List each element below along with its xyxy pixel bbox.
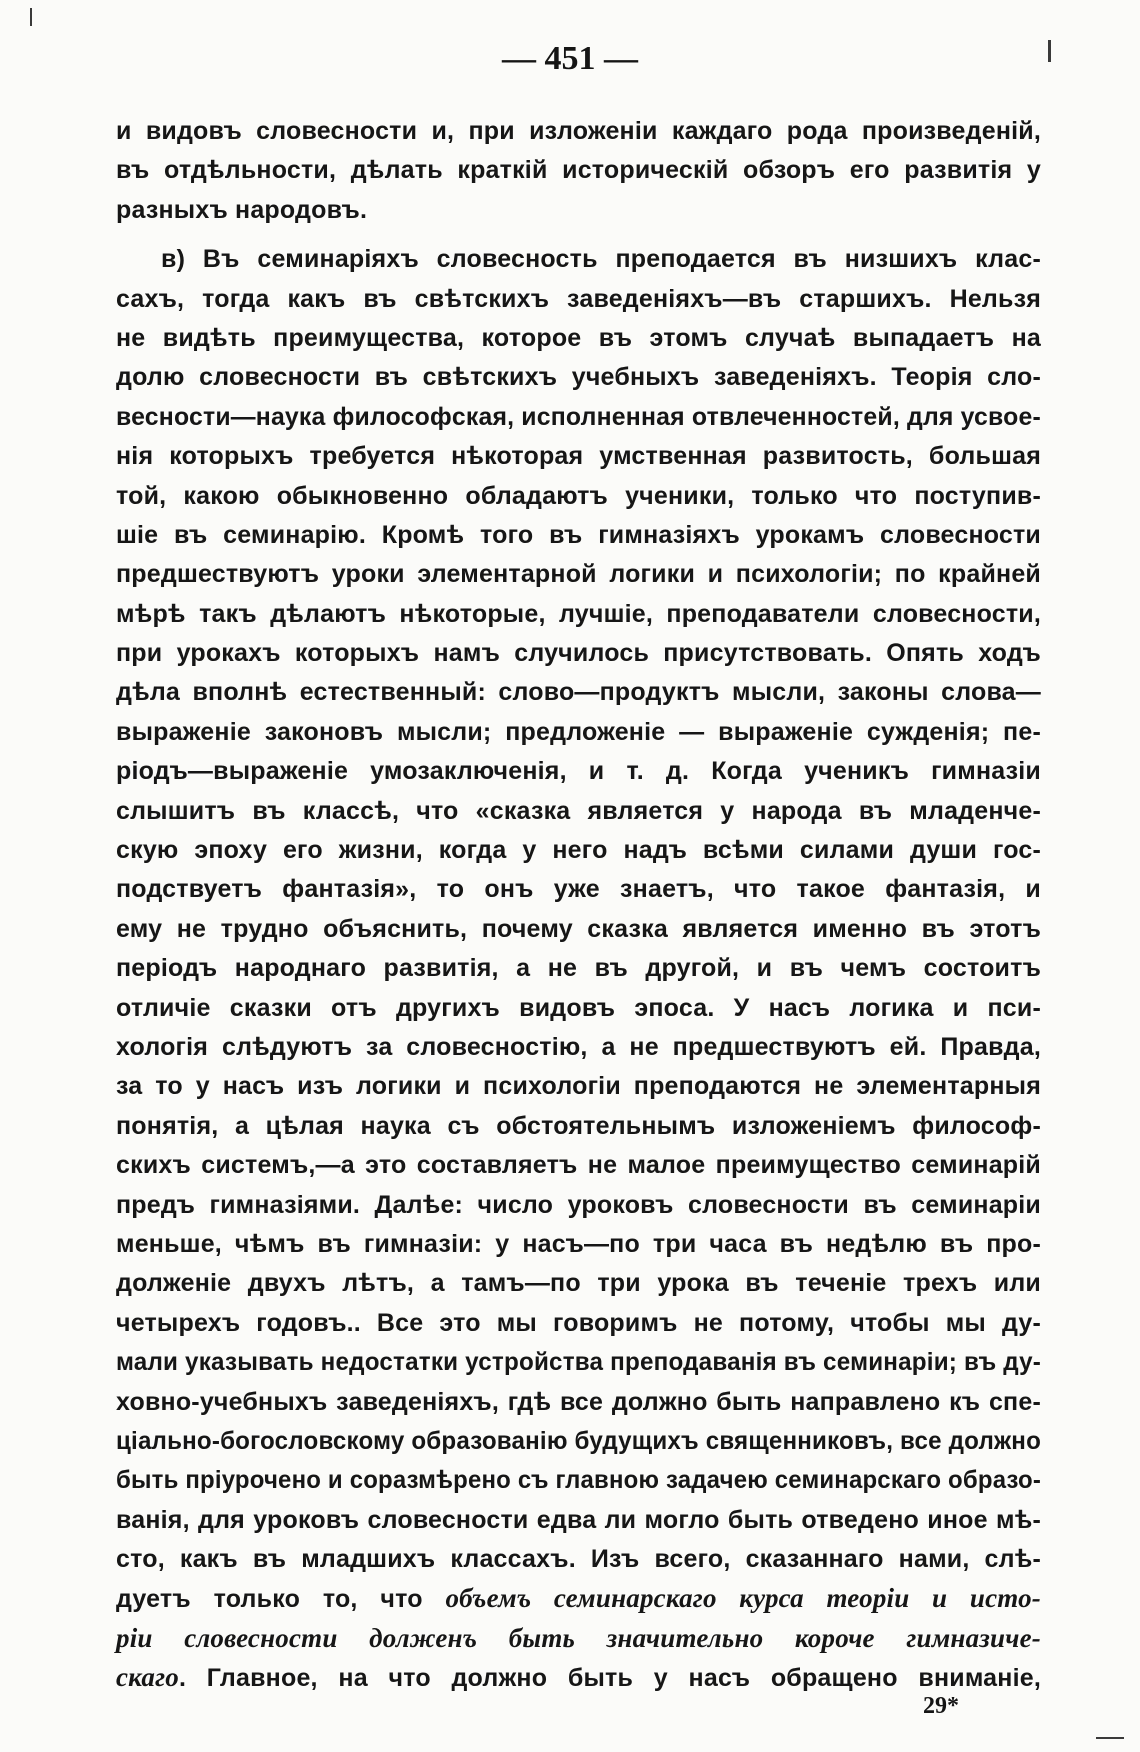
text-line: дѣла вполнѣ естественный: слово—продуктъ мысли, законы слова—: [116, 678, 1041, 707]
scan-speck: [1096, 1737, 1124, 1739]
text-line: долженіе двухъ лѣтъ, а тамъ—по три урока въ теченіе трехъ или: [116, 1269, 1041, 1298]
text-line: періодъ народнаго развитія, а не въ другой, и въ чемъ состоитъ: [116, 954, 1041, 983]
text-line: выраженіе законовъ мысли; предложеніе — выраженіе сужденія; пе-: [116, 717, 1041, 746]
emphasis-run: скаго: [116, 1662, 179, 1693]
text-line: быть пріурочено и соразмѣрено съ главною задачею семинарскаго образо-: [116, 1466, 1042, 1495]
text-run: . Главное, на что должно быть у насъ обращено вниманіе,: [178, 1664, 1041, 1693]
text-line: мѣрѣ такъ дѣлаютъ нѣкоторые, лучшіе, преподаватели словесности,: [116, 599, 1041, 628]
text-line: понятія, а цѣлая наука съ обстоятельнымъ изложеніемъ философ-: [116, 1111, 1041, 1140]
text-line: за то у насъ изъ логики и психологіи преподаются не элементарныя: [116, 1072, 1041, 1101]
text-line: слышитъ въ классѣ, что «сказка является у народа въ младенче-: [116, 796, 1041, 825]
text-line: шіе въ семинарію. Кромѣ того въ гимназіяхъ урокамъ словесности: [116, 520, 1041, 549]
text-line: той, какою обыкновенно обладаютъ ученики, только что поступив-: [116, 481, 1041, 510]
scan-speck: [30, 8, 32, 26]
text-line: предшествуютъ уроки элементарной логики и психологіи; по крайней: [116, 560, 1041, 589]
emphasis-line: ріи словесности долженъ быть значительно короче гимназиче-: [116, 1622, 1041, 1653]
paragraph-first-line: в) Въ семинаріяхъ словесность преподается въ низшихъ клас-: [161, 245, 1041, 274]
text-line: меньше, чѣмъ въ гимназіи: у насъ—по три часа въ недѣлю въ про-: [116, 1229, 1041, 1258]
text-line: четырехъ годовъ.. Все это мы говоримъ не потому, чтобы мы ду-: [116, 1308, 1041, 1337]
text-line: хологія слѣдуютъ за словесностію, а не предшествуютъ ей. Правда,: [116, 1032, 1041, 1061]
text-line: отличіе сказки отъ другихъ видовъ эпоса. У насъ логика и пси-: [116, 993, 1041, 1022]
text-line: ціально-богословскому образованію будущихъ священниковъ, все должно: [116, 1426, 1042, 1455]
text-line: ванія, для уроковъ словесности едва ли могло быть отведено иное мѣ-: [116, 1505, 1041, 1534]
text-line: предъ гимназіями. Далѣе: число уроковъ словесности въ семинаріи: [116, 1190, 1041, 1219]
text-line: подствуетъ фантазія», то онъ уже знаетъ, что такое фантазія, и: [116, 875, 1041, 904]
text-line: и видовъ словесности и, при изложеніи каждаго рода произведеній,: [116, 117, 1041, 145]
text-line: нія которыхъ требуется нѣкоторая умственная развитость, большая: [116, 442, 1041, 471]
text-line-mixed: [116, 1579, 1041, 1618]
text-run: дуетъ только то, что: [116, 1585, 446, 1614]
text-line: сто, какъ въ младшихъ классахъ. Изъ всего, сказаннаго нами, слѣ-: [116, 1545, 1041, 1574]
text-line-mixed: [116, 1658, 1041, 1697]
text-line: мали указывать недостатки устройства преподаванія въ семинаріи; въ ду-: [116, 1348, 1042, 1377]
text-line: скихъ системъ,—а это составляетъ не малое преимущество семинарій: [116, 1151, 1041, 1180]
body-text: [116, 112, 1041, 1698]
text-line: долю словесности въ свѣтскихъ учебныхъ заведеніяхъ. Теорія сло-: [116, 363, 1041, 392]
page-number-header: — 451 —: [502, 40, 638, 77]
text-line: при урокахъ которыхъ намъ случилось присутствовать. Опять ходъ: [116, 639, 1041, 668]
text-line: скую эпоху его жизни, когда у него надъ всѣми силами души гос-: [116, 836, 1041, 865]
text-line: ховно-учебныхъ заведеніяхъ, гдѣ все должно быть направлено къ спе-: [116, 1387, 1041, 1416]
emphasis-run: объемъ семинарскаго курса теоріи и исто-: [445, 1583, 1041, 1614]
text-line: въ отдѣльности, дѣлать краткій историческій обзоръ его развитія у: [116, 156, 1041, 185]
text-line: не видѣть преимущества, которое въ этомъ случаѣ выпадаетъ на: [116, 323, 1041, 352]
scan-speck: [1048, 40, 1051, 62]
text-line: весности—наука философская, исполненная отвлеченностей, для усвое-: [116, 402, 1041, 431]
text-line: ріодъ—выраженіе умозаключенія, и т. д. Когда ученикъ гимназіи: [116, 757, 1041, 786]
signature-mark: 29*: [923, 1693, 959, 1719]
text-line: разныхъ народовъ.: [116, 195, 368, 224]
text-line: ему не трудно объяснить, почему сказка является именно въ этотъ: [116, 914, 1041, 943]
text-line: сахъ, тогда какъ въ свѣтскихъ заведеніяхъ—въ старшихъ. Нельзя: [116, 284, 1041, 313]
